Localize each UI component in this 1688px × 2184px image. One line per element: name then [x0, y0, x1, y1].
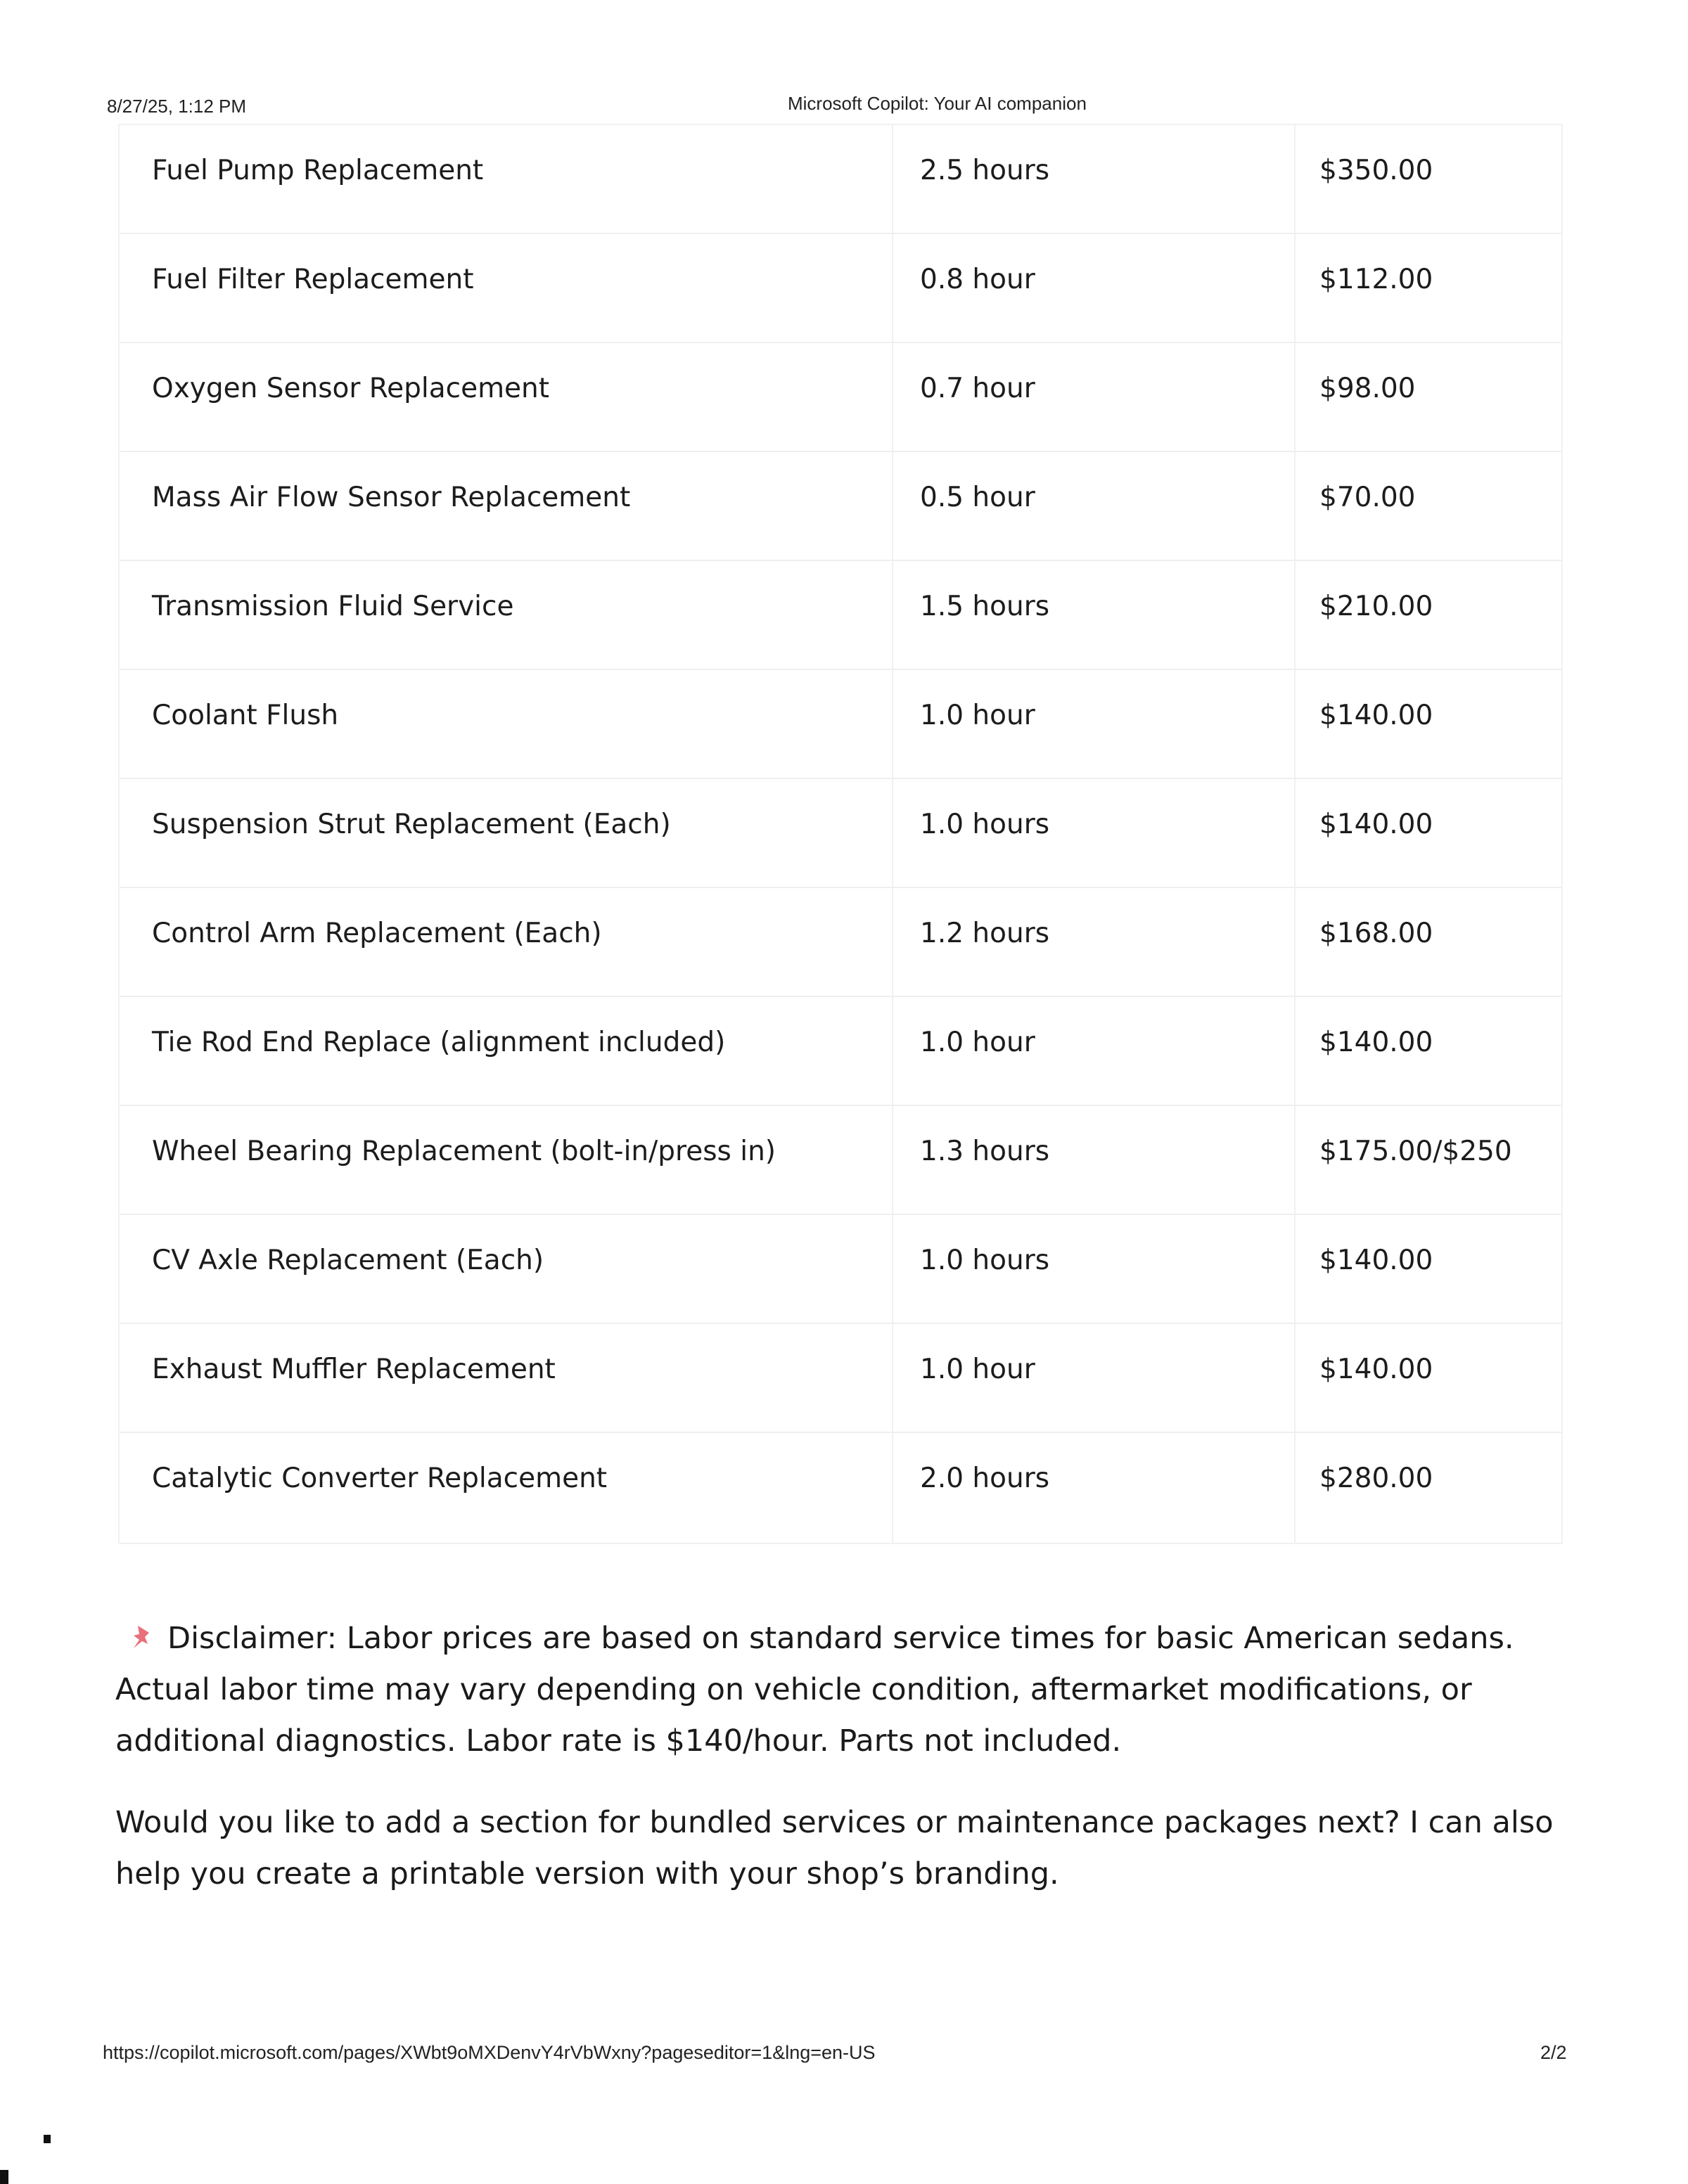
service-name: Mass Air Flow Sensor Replacement	[152, 482, 631, 513]
labor-price-table	[118, 124, 1563, 1544]
table-row	[120, 1433, 1561, 1542]
table-row	[120, 561, 1561, 670]
print-footer-page-number: 2/2	[1540, 2042, 1567, 2063]
labor-price: $140.00	[1319, 1354, 1433, 1385]
service-name: Fuel Pump Replacement	[152, 155, 484, 186]
table-row	[120, 997, 1561, 1106]
service-name: Exhaust Muffler Replacement	[152, 1354, 556, 1385]
labor-price: $280.00	[1319, 1463, 1433, 1494]
labor-time: 1.5 hours	[920, 591, 1050, 622]
labor-price: $168.00	[1319, 918, 1433, 949]
table-row	[120, 343, 1561, 452]
labor-time: 0.7 hour	[920, 373, 1035, 404]
print-footer-url: https://copilot.microsoft.com/pages/XWbt9oMXDenvY4rVbWxny?pageseditor=1&lng=en-US	[103, 2042, 876, 2063]
scan-artifact	[0, 2170, 8, 2184]
scan-artifact	[44, 2135, 51, 2143]
labor-price: $70.00	[1319, 482, 1416, 513]
service-name: Control Arm Replacement (Each)	[152, 918, 602, 949]
labor-time: 1.0 hour	[920, 1027, 1035, 1058]
labor-time: 1.0 hours	[920, 1245, 1050, 1276]
service-name: Fuel Filter Replacement	[152, 264, 474, 295]
table-row	[120, 452, 1561, 561]
labor-price: $210.00	[1319, 591, 1433, 622]
labor-time: 1.0 hour	[920, 700, 1035, 731]
table-row	[120, 125, 1561, 234]
service-name: CV Axle Replacement (Each)	[152, 1245, 544, 1276]
labor-time: 1.3 hours	[920, 1136, 1050, 1167]
table-row	[120, 888, 1561, 997]
service-name: Tie Rod End Replace (alignment included)	[152, 1027, 726, 1058]
service-name: Suspension Strut Replacement (Each)	[152, 809, 671, 840]
labor-price: $175.00/$250	[1319, 1136, 1512, 1167]
labor-time: 2.0 hours	[920, 1463, 1050, 1494]
labor-price: $98.00	[1319, 373, 1416, 404]
labor-time: 1.0 hour	[920, 1354, 1035, 1385]
table-row	[120, 670, 1561, 779]
labor-price: $112.00	[1319, 264, 1433, 295]
table-row	[120, 779, 1561, 888]
print-header-datetime: 8/27/25, 1:12 PM	[107, 96, 247, 117]
labor-price: $140.00	[1319, 700, 1433, 731]
table-row	[120, 1106, 1561, 1215]
service-name: Catalytic Converter Replacement	[152, 1463, 608, 1494]
labor-price: $140.00	[1319, 1027, 1433, 1058]
table-row	[120, 1215, 1561, 1324]
followup-question: Would you like to add a section for bundled services or maintenance packages next? I can also help you create a printable version with your shop’s branding.	[115, 1805, 1554, 1891]
labor-time: 0.5 hour	[920, 482, 1035, 513]
table-row	[120, 1324, 1561, 1433]
service-name: Oxygen Sensor Replacement	[152, 373, 550, 404]
labor-price: $140.00	[1319, 809, 1433, 840]
disclaimer-text: Disclaimer: Labor prices are based on standard service times for basic American sedans. Actual labor time may vary depending on vehicle condition, aftermarket modifications, or additional diagnostics. Labor rate is $140/hour. Parts not included.	[115, 1621, 1514, 1759]
print-header-title: Microsoft Copilot: Your AI companion	[788, 93, 1087, 114]
labor-price: $140.00	[1319, 1245, 1433, 1276]
labor-time: 1.0 hours	[920, 809, 1050, 840]
labor-price: $350.00	[1319, 155, 1433, 186]
labor-time: 0.8 hour	[920, 264, 1035, 295]
service-name: Transmission Fluid Service	[152, 591, 514, 622]
labor-time: 1.2 hours	[920, 918, 1050, 949]
pushpin-icon	[124, 1616, 159, 1644]
service-name: Coolant Flush	[152, 700, 339, 731]
service-name: Wheel Bearing Replacement (bolt-in/press in)	[152, 1136, 776, 1167]
disclaimer-paragraph	[115, 1613, 1550, 1767]
labor-time: 2.5 hours	[920, 155, 1050, 186]
table-row	[120, 234, 1561, 343]
